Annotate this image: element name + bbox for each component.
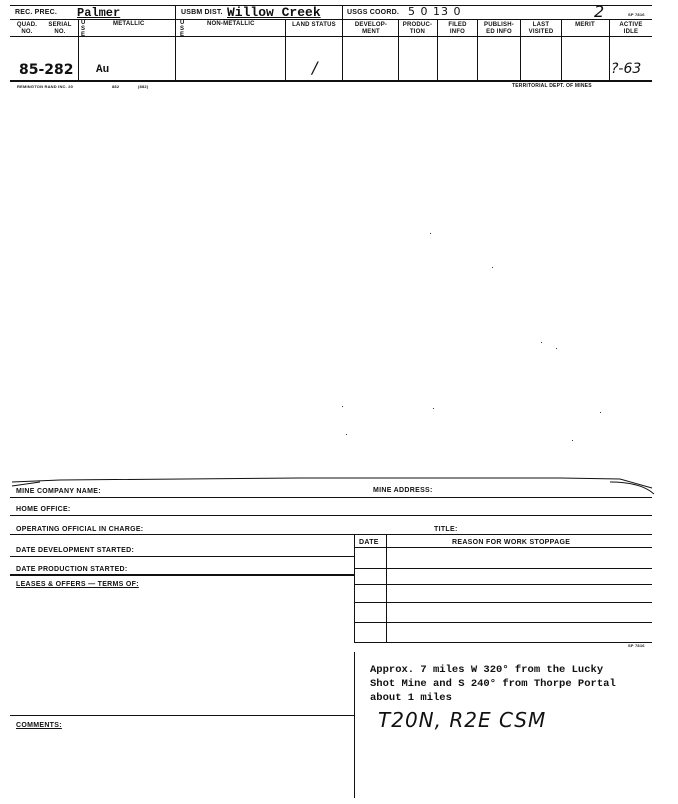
divider-v xyxy=(520,19,521,80)
merit-mark: 2 xyxy=(594,2,605,21)
row-line xyxy=(10,515,652,516)
reason-header: REASON FOR WORK STOPPAGE xyxy=(452,539,571,546)
table-row-line xyxy=(354,584,652,585)
comments-label: COMMENTS: xyxy=(16,722,62,729)
mine-company-name-label: MINE COMPANY NAME: xyxy=(16,488,101,495)
table-header-line xyxy=(354,547,652,548)
col-production: PRODUC-TION xyxy=(402,22,433,35)
row-line xyxy=(10,556,354,557)
column-header-divider xyxy=(10,36,652,37)
form-code-top: SP 7816 xyxy=(628,12,645,17)
col-last-visited: LAST VISITED xyxy=(528,22,554,35)
printer-credit: REMINGTON RAND INC. 20 xyxy=(17,84,74,89)
usbm-dist-label: USBM DIST. xyxy=(181,9,223,16)
table-row-line xyxy=(354,622,652,623)
comments-divider xyxy=(354,652,355,798)
land-status-value: / xyxy=(312,58,318,77)
col-use-left: U S E xyxy=(81,20,86,38)
col-quad-no: QUAD. NO. xyxy=(16,22,38,35)
leases-offers-label: LEASES & OFFERS — TERMS OF: xyxy=(16,581,139,588)
scan-speck xyxy=(541,342,542,343)
col-serial-no: SERIAL NO. xyxy=(48,22,72,35)
metallic-value: Au xyxy=(96,64,110,76)
scan-speck xyxy=(433,408,434,409)
divider-v xyxy=(561,19,562,80)
quad-serial-value: 85-282 xyxy=(19,62,74,78)
scan-speck xyxy=(346,434,347,435)
mine-address-label: MINE ADDRESS: xyxy=(373,487,433,494)
row-line xyxy=(10,497,652,498)
notes-line-1: Approx. 7 miles W 320° from the Lucky xyxy=(370,664,604,676)
agency-name: TERRITORIAL DEPT. OF MINES xyxy=(512,83,592,89)
row-line xyxy=(10,574,354,576)
scan-speck xyxy=(600,412,601,413)
title-label: TITLE: xyxy=(434,526,458,533)
divider-v xyxy=(398,19,399,80)
date-header: DATE xyxy=(359,539,379,546)
divider-v xyxy=(477,19,478,80)
col-published-info: PUBLISH-ED INFO xyxy=(484,22,514,35)
divider-v xyxy=(175,5,176,80)
table-left-border xyxy=(354,534,355,642)
divider-v xyxy=(342,5,343,80)
operating-official-label: OPERATING OFFICIAL IN CHARGE: xyxy=(16,526,144,533)
table-date-divider xyxy=(386,534,387,642)
divider-v xyxy=(437,19,438,80)
col-use-right: U S E xyxy=(180,20,185,38)
usgs-coord-value: 5 0 13 0 xyxy=(408,5,462,18)
date-production-started-label: DATE PRODUCTION STARTED: xyxy=(16,566,128,573)
row-line xyxy=(10,534,652,535)
col-filed-info: FILED INFO xyxy=(448,22,467,35)
table-row-line xyxy=(354,602,652,603)
col-active-idle: ACTIVE IDLE xyxy=(619,22,643,35)
scan-speck xyxy=(492,267,493,268)
printer-code: 882 xyxy=(112,84,120,89)
col-merit: MERIT xyxy=(575,22,595,28)
scan-speck xyxy=(342,406,343,407)
home-office-label: HOME OFFICE: xyxy=(16,506,71,513)
rec-prec-label: REC. PREC. xyxy=(15,9,58,16)
scan-speck xyxy=(430,233,431,234)
divider-v xyxy=(285,19,286,80)
printer-code-2: (882) xyxy=(138,84,149,89)
col-development: DEVELOP-MENT xyxy=(354,22,388,35)
notes-line-3: about 1 miles xyxy=(370,692,452,704)
table-row-line xyxy=(354,642,652,643)
col-land-status: LAND STATUS xyxy=(292,22,336,28)
rec-prec-value: Palmer xyxy=(77,6,121,20)
notes-line-2: Shot Mine and S 240° from Thorpe Portal xyxy=(370,678,616,690)
handwritten-location: T20N, R2E CSM xyxy=(378,708,547,732)
divider-v xyxy=(78,19,79,80)
card-bottom-border xyxy=(10,80,652,82)
table-row-line xyxy=(354,568,652,569)
scan-speck xyxy=(572,440,573,441)
date-development-started-label: DATE DEVELOPMENT STARTED: xyxy=(16,547,135,554)
row-line xyxy=(10,715,354,716)
divider-v xyxy=(609,19,610,80)
usgs-coord-label: USGS COORD. xyxy=(347,9,399,16)
col-non-metallic: NON-METALLIC xyxy=(207,21,255,27)
usbm-dist-value: Willow Creek xyxy=(227,5,321,20)
scan-speck xyxy=(556,348,557,349)
form-code-bottom: SP 7816 xyxy=(628,643,645,648)
active-idle-value: ?-63 xyxy=(611,61,642,77)
col-metallic: METALLIC xyxy=(113,21,145,27)
card-edge xyxy=(0,468,678,498)
